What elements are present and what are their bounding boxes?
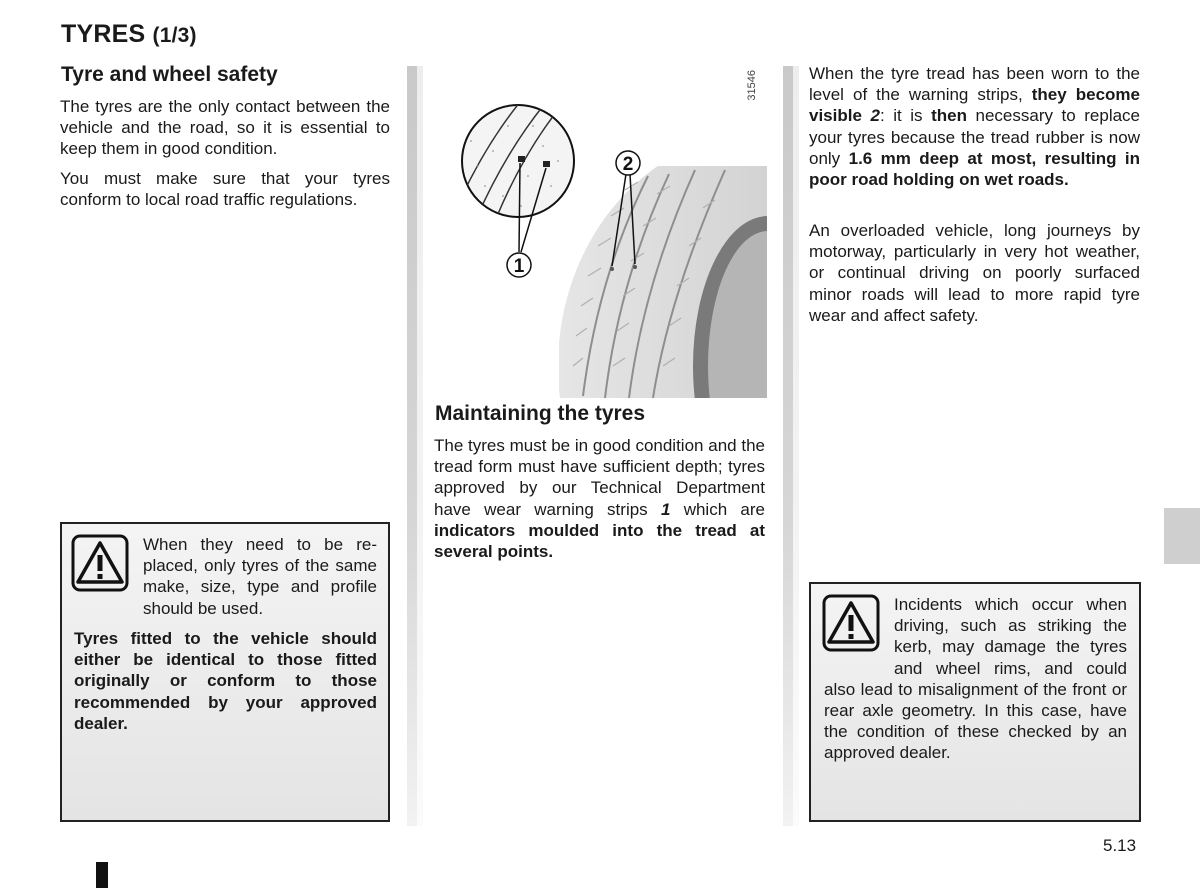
tyre-illustration — [433, 66, 767, 398]
warning-incidents-content: Incidents which occur when driving, such as striking the kerb, may damage the tyres and wheel rims, and could also lead to misalignment of the front or rear axle geometry. In this case, have the condition of these checked by an approved dealer. — [824, 595, 1127, 763]
warning-triangle-icon — [71, 534, 129, 592]
tread-text-a: When the tyre tread has been worn to the level of the warning strips, — [809, 64, 1140, 105]
tread-ref-2: 2 — [870, 106, 880, 126]
maintaining-text-b: which are — [670, 499, 765, 519]
maintaining-text-a: The tyres must be in good condition and the tread form must have sufficient depth; tyres approved by our Technical Department have wear warning strips — [434, 436, 765, 519]
page-title-part: (1/3) — [152, 24, 197, 47]
page-title — [61, 20, 197, 49]
crop-mark — [96, 862, 108, 888]
tread-text-d: necessary to replace your tyres because the tread rubber is now only — [809, 106, 1141, 168]
safety-paragraph-2: You must make sure that your tyres conform to local road traffic regulations. — [60, 169, 390, 210]
maintaining-ref-1: 1 — [660, 499, 671, 519]
maintaining-paragraph — [434, 435, 765, 562]
chapter-tab-marker — [1164, 508, 1200, 564]
page-number: 5.13 — [1103, 836, 1137, 855]
warning-box-replacement — [60, 522, 390, 822]
warning-text-replacement: When they need to be replaced, only tyres of the same make, size, type and profile should be used. — [143, 535, 377, 618]
warning-box-incidents — [809, 582, 1141, 822]
column-shade-right — [793, 66, 799, 826]
page-title-text: TYRES — [61, 20, 146, 48]
column-separator-right — [783, 66, 793, 826]
tread-bold-1: they become visible — [809, 85, 1140, 126]
tread-bold-2: then — [931, 106, 967, 126]
callout-2-label: 2 — [622, 154, 634, 175]
maintaining-bold-text: indicators moulded into the tread at several points. — [434, 520, 765, 562]
column-separator-left — [407, 66, 417, 826]
callout-1-label: 1 — [513, 256, 525, 277]
section-heading-maintaining: Maintaining the tyres — [435, 402, 646, 425]
warning-bold-text-replacement: Tyres fitted to the vehicle should either be identical to those fitted originally or conform to those recommended by your approved dealer. — [74, 629, 377, 733]
tyre-wear-indicator-diagram — [433, 66, 767, 398]
safety-paragraph-1: The tyres are the only contact between the vehicle and the road, so it is essential to keep them in good condition. — [60, 97, 390, 159]
tread-bold-3: 1.6 mm deep at most, resulting in poor road holding on wet roads. — [809, 148, 1140, 190]
warning-text-incidents — [824, 594, 1127, 764]
icon-float-spacer — [824, 594, 894, 672]
overload-paragraph: An overloaded vehicle, long journeys by motorway, particularly in very hot weather, or continual driving on poorly surfaced minor roads will lead to more rapid tyre wear and affect safety. — [809, 221, 1140, 325]
column-shade-left — [417, 66, 423, 826]
tread-worn-paragraph — [809, 63, 1140, 190]
section-heading-safety: Tyre and wheel safety — [61, 63, 278, 86]
image-reference-code: 31546 — [746, 70, 758, 101]
tread-text-c: : it is — [879, 106, 932, 126]
